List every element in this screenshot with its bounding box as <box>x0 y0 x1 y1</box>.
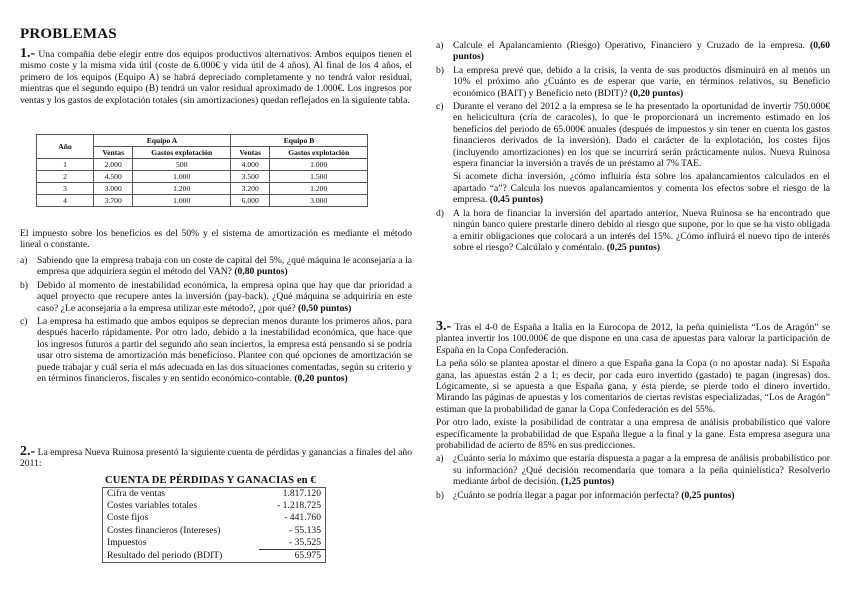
question-1b: b) Debido al momento de inestabilidad económica, la empresa opina que hay que dar prioridad a aquel proyecto que recupere antes la inversión (pay-back). ¿Qué máquina se adquiriría en este caso? ¿Le aconsejaría a la empresa utilizar este método?, ¿por qué? (0,50 puntos) <box>20 279 412 314</box>
group-equipo-a: Equipo A <box>94 135 231 147</box>
question-3a: a) ¿Cuánto sería lo máximo que estaría dispuesta a pagar a la empresa de análisis probabilístico por su información? ¿Qué decisión recomendaría que tomara a la peña quinielística? Resolverlo mediante árbol de decisión. (1,25 puntos) <box>436 453 830 488</box>
table-row <box>103 512 326 524</box>
cell-a-expenses: 1.000 <box>133 195 231 207</box>
pl-value: - 35.525 <box>289 536 321 548</box>
pl-value: - 55.135 <box>289 524 321 536</box>
pl-concept: Costes variables totales <box>107 500 198 512</box>
pl-concept: Impuestos <box>107 537 147 549</box>
problem-2-number: 2.- <box>20 444 36 459</box>
pl-concept: Cifra de ventas <box>107 488 166 499</box>
points: (0,45 puntos) <box>489 194 544 206</box>
points: (0,25 puntos) <box>606 241 661 253</box>
points: (0,60 puntos) <box>453 40 830 63</box>
pl-value: 1.817.120 <box>282 488 321 499</box>
problem-1-number: 1.- <box>20 46 36 61</box>
cell-b-expenses: 1.500 <box>270 171 368 183</box>
question-2a: a) Calcule el Apalancamiento (Riesgo) Operativo, Financiero y Cruzado de la empresa. (0,60 puntos) <box>436 40 830 63</box>
cell-year: 1 <box>37 159 94 171</box>
pl-value: - 1.218.725 <box>277 500 321 512</box>
points: (1,25 puntos) <box>560 476 615 488</box>
question-1c: c) La empresa ha estimado que ambos equipos se deprecian menos durante los primeros años, para después hacerlo rápidamente. Por otro lado, debido a la inestabilidad económica, que hace que los ingresos futuros a partir del segundo año sean inciertos, la empresa está pensando si se podría usar otro sistema de amortización más beneficioso. Plantee con qué opciones de amortización se puede trabajar y cuál sería el más adecuada en las dos situaciones comentadas, según su criterio y en términos financieros, fiscales y en sentido económico-contable. (0,20 puntos) <box>20 316 412 385</box>
cell-b-expenses: 1.200 <box>270 183 368 195</box>
problem-1-questions <box>20 255 412 384</box>
cell-b-sales: 4.000 <box>230 159 269 171</box>
cell-a-sales: 3.700 <box>94 195 133 207</box>
cell-a-sales: 2.000 <box>94 159 133 171</box>
col-year: Año <box>37 135 94 159</box>
table-row <box>37 183 368 195</box>
cell-a-expenses: 1.200 <box>133 183 231 195</box>
table-row <box>37 195 368 207</box>
problem-1-intro: 1.- Una compañía debe elegir entre dos equipos productivos alternativos. Ambos equipos tienen el mismo coste y la misma vida útil (coste de 6.000€ y vida útil de 4 años). Al final de los 4 años, el primero de los equipos (Equipo A) se habrá depreciado completamente y no tendrá valor residual, mientras que el segundo equipo (B) tendrá un valor residual aproximado de 1.000€. Los ingresos por ventas y los gastos de explotación totales (sin amortizaciones) quedan reflejados en la siguiente tabla. <box>20 46 412 106</box>
cell-b-sales: 3.200 <box>230 183 269 195</box>
cell-year: 4 <box>37 195 94 207</box>
cell-year: 3 <box>37 183 94 195</box>
table-row-total <box>103 550 326 563</box>
pl-table-title: CUENTA DE PÉRDIDAS Y GANACIAS en € <box>105 475 316 486</box>
col-b-sales: Ventas <box>230 147 269 159</box>
problem-3 <box>436 321 830 501</box>
table-row <box>37 171 368 183</box>
problem-3-paragraph-2: La peña sólo se plantea apostar el dinero a que España gana la Copa (o no apostar nada). Si España gana, las apuestas están 2 a 1; es decir, por cada euro invertido (gastado) te pagan (ingresas) dos. Lógicamente, si se apuesta a que España gana, y ésta pierde, se pierde todo el dinero invertido. Mirando las páginas de apuestas y los comentarios de ciertas revistas especializadas, “Los de Aragón” estiman que la probabilidad de ganar la Copa Confederación es del 55%. <box>436 358 830 415</box>
cell-b-expenses: 1.000 <box>270 159 368 171</box>
pl-concept: Resultado del periodo (BDIT) <box>107 549 223 561</box>
problem-3-paragraph-3: Por otro lado, existe la posibilidad de contratar a una empresa de análisis probabilístico que valore específicamente la probabilidad de que España llegue a la final y la gane. Esta empresa asegura una probabilidad de acierto de 85% en sus predicciones. <box>436 417 830 452</box>
question-3b: b) ¿Cuánto se podría llegar a pagar por información perfecta? (0,25 puntos) <box>436 489 735 501</box>
pl-concept: Coste fijos <box>107 512 149 524</box>
table-row <box>103 537 326 550</box>
question-2c-continued: Si acomete dicha inversión, ¿cómo influiría ésta sobre los apalancamientos calculados en el apartado “a”? Calcula los nuevos apalancamientos y comenta los efectos sobre el riesgo de la empresa. (0,45 puntos) <box>453 171 830 206</box>
pl-value: - 441.760 <box>284 512 321 524</box>
pl-concept: Costes financieros (Intereses) <box>107 524 221 536</box>
points: (0,80 puntos) <box>234 266 288 278</box>
problem-2-questions <box>436 40 830 253</box>
cell-b-expenses: 3.000 <box>270 195 368 207</box>
points: (0,50 puntos) <box>298 302 352 314</box>
cell-a-expenses: 1.000 <box>133 171 231 183</box>
table-row <box>103 488 326 501</box>
cell-a-sales: 3.000 <box>94 183 133 195</box>
problem-2-intro: 2.- La empresa Nueva Ruinosa presentó la siguiente cuenta de pérdidas y ganancias a finales del año 2011: <box>20 444 412 470</box>
cell-a-expenses: 500 <box>133 159 231 171</box>
group-equipo-b: Equipo B <box>230 135 367 147</box>
col-b-expenses: Gastos explotación <box>270 147 368 159</box>
table-row <box>103 500 326 512</box>
cell-a-sales: 4.500 <box>94 171 133 183</box>
cell-b-sales: 3.500 <box>230 171 269 183</box>
pl-value: 65.975 <box>259 550 325 563</box>
points: (0,20 puntos) <box>629 87 684 99</box>
col-a-sales: Ventas <box>94 147 133 159</box>
question-2c: c) Durante el verano del 2012 a la empresa se le ha presentado la oportunidad de invertir 750.000€ en helicicultura (cría de caracoles), lo que le proporcionará un incremento estimado en los beneficios del periodo de 65.000€ anuales (después de impuestos y sin tener en cuenta los gastos financieros derivados de la inversión). Dado el carácter de la explotación, los costes fijos (incluyendo amortizaciones) en los que se incurrirá serán prácticamente nulos. Nueva Ruinosa espera financiar la inversión a través de un préstamo al 7% TAE. <box>436 101 830 170</box>
points: (0,25 puntos) <box>681 489 735 501</box>
col-a-expenses: Gastos explotación <box>133 147 231 159</box>
table-row <box>37 159 368 171</box>
question-2d: d) A la hora de financiar la inversión del apartado anterior, Nueva Ruinosa se ha encontrado que ningún banco quiere prestarle dinero debido al riesgo que supone, por lo que se ha visto obligada a emitir obligaciones que colocará a un interés del 15%. ¿Cómo influirá el nuevo tipo de interés sobre el riesgo? Calcúlalo y coméntalo. (0,25 puntos) <box>436 207 830 253</box>
question-1a: a) Sabiendo que la empresa trabaja con un coste de capital del 5%, ¿qué máquina le aconsejaría a la empresa que adquiriera según el método del VAN? (0,80 puntos) <box>20 255 412 278</box>
equipos-table <box>36 134 368 207</box>
question-2b: b) La empresa prevé que, debido a la crisis, la venta de sus productos disminuirá en al menos un 10% el próximo año ¿Cuánto es de esperar que varíe, en términos relativos, su Beneficio económico (BAIT) y Beneficio neto (BDIT)? (0,20 puntos) <box>436 64 830 99</box>
problem-3-number: 3.- <box>436 319 452 334</box>
cell-b-sales: 6.000 <box>230 195 269 207</box>
table-row <box>103 525 326 537</box>
pl-table <box>102 487 326 563</box>
problem-3-intro: 3.- Tras el 4-0 de España a Italia en la Eurocopa de 2012, la peña quinielista “Los de Aragón” se plantea invertir los 100.000€ de que dispone en una casa de apuestas para valorar la participación de España en la Copa Confederación. <box>436 319 830 356</box>
cell-year: 2 <box>37 171 94 183</box>
points: (0,20 puntos) <box>294 373 348 385</box>
page-title: PROBLEMAS <box>20 26 117 42</box>
problem-1-tax-note: El impuesto sobre los beneficios es del 50% y el sistema de amortización es mediante el método lineal o constante. <box>20 228 412 251</box>
